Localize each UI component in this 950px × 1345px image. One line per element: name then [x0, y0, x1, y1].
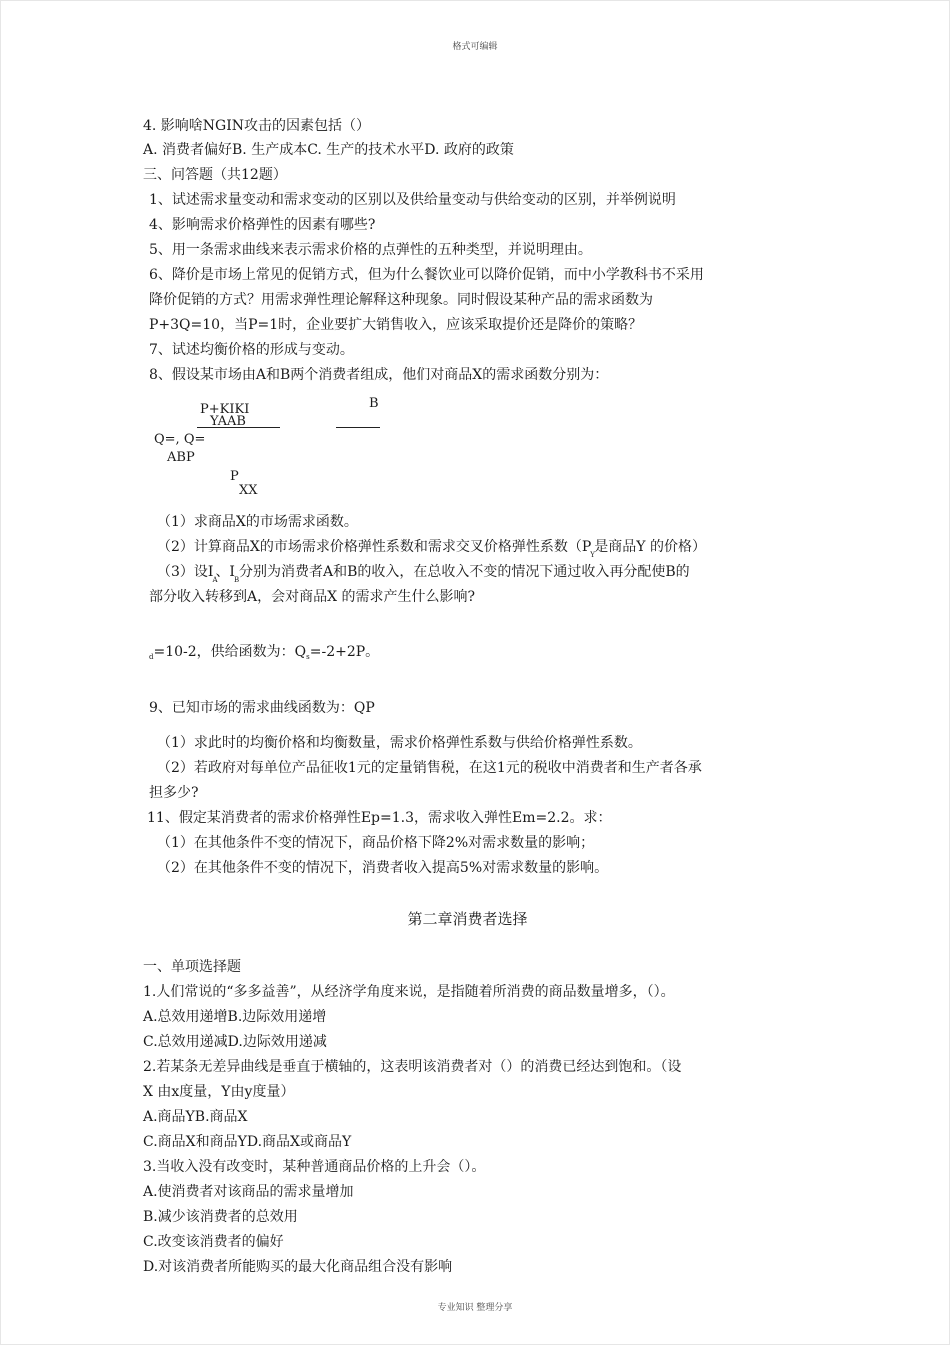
choice-3-option-d: D.对该消费者所能购买的最大化商品组合没有影响 [143, 1259, 453, 1275]
choice-3-option-a: A.使消费者对该商品的需求量增加 [143, 1184, 354, 1200]
qa-8: 8、假设某市场由A和B两个消费者组成，他们对商品X的需求函数分别为： [149, 367, 609, 383]
choice-1-options-ab: A.总效用递增B.边际效用递增 [143, 1009, 327, 1025]
qa-8-part-3-text-c: 分别为消费者A和B的收入，在总收入不变的情况下通过收入再分配使B的 [238, 564, 690, 580]
supply-sub-d: d [149, 653, 154, 661]
fraction-bar-b [336, 427, 380, 428]
formula-yaab: YAAB [210, 414, 246, 429]
page-footer: 专业知识 整理分享 [437, 1303, 513, 1313]
qa-8-part-3-text-a: （3）设I [157, 564, 214, 580]
qa-8-part-3-sub-b: B [233, 576, 240, 584]
section-3-heading: 三、问答题（共12题） [143, 167, 287, 183]
supply-text-a: =10-2，供给函数为：Q [153, 644, 307, 660]
choice-2: 2.若某条无差异曲线是垂直于横轴的，这表明该消费者对（）的消费已经达到饱和。（设 [143, 1059, 682, 1075]
choice-1: 1.人们常说的“多多益善”，从经济学角度来说，是指随着所消费的商品数量增多，（）。 [143, 984, 675, 1000]
chapter-2-title: 第二章消费者选择 [407, 910, 528, 928]
qa-11: 11、假定某消费者的需求价格弹性Ep=1.3，需求收入弹性Em=2.2。求： [147, 810, 612, 826]
section-1-heading: 一、单项选择题 [143, 959, 241, 975]
supply-text-b: =-2+2P。 [309, 644, 380, 660]
formula-b: B [369, 396, 379, 411]
choice-3-option-b: B.减少该消费者的总效用 [143, 1209, 298, 1225]
qa-8-part-3-text-b: 、I [215, 564, 235, 580]
qa-6-line-1: 6、降价是市场上常见的促销方式，但为什么餐饮业可以降价促销，而中小学教科书不采用 [149, 267, 704, 283]
choice-1-options-cd: C.总效用递减D.边际效用递减 [143, 1034, 327, 1050]
qa-7: 7、试述均衡价格的形成与变动。 [149, 342, 354, 358]
formula-p: P [230, 469, 239, 484]
qa-8-part-1: （1）求商品X的市场需求函数。 [157, 514, 358, 530]
qa-11-part-1: （1）在其他条件不变的情况下，商品价格下降2%对需求数量的影响； [157, 835, 595, 851]
qa-8-part-3-sub-a: A [212, 576, 218, 584]
qa-8-part-2-text-a: （2）计算商品X的市场需求价格弹性系数和需求交叉价格弹性系数（P [157, 539, 592, 555]
qa-4: 4、影响需求价格弹性的因素有哪些? [149, 217, 376, 233]
qa-9-part-1: （1）求此时的均衡价格和均衡数量，需求价格弹性系数与供给价格弹性系数。 [157, 735, 642, 751]
qa-9-part-2-line-2: 担多少? [149, 785, 199, 801]
qa-6-line-3: P+3Q=10，当P=1时，企业要扩大销售收入，应该采取提价还是降价的策略？ [149, 317, 643, 333]
qa-9: 9、已知市场的需求曲线函数为：QP [149, 700, 375, 716]
choice-2-line-2: X 由x度量，Y由y度量） [143, 1084, 295, 1100]
qa-8-part-3-line-2: 部分收入转移到A，会对商品X 的需求产生什么影响? [149, 589, 476, 605]
qa-11-part-2: （2）在其他条件不变的情况下，消费者收入提高5%对需求数量的影响。 [157, 860, 609, 876]
question-4: 4. 影响啥NGIN攻击的因素包括（） [143, 118, 371, 134]
supply-sub-s: s [306, 653, 310, 661]
qa-9-part-2-line-1: （2）若政府对每单位产品征收1元的定量销售税，在这1元的税收中消费者和生产者各承 [157, 760, 702, 776]
qa-8-part-2-text-b: 是商品Y 的价格） [594, 539, 706, 555]
formula-q: Q=, Q= [154, 432, 206, 447]
fraction-bar-a [197, 427, 280, 428]
formula-xx: XX [239, 483, 258, 498]
choice-2-options-ab: A.商品YB.商品X [143, 1109, 248, 1125]
choice-2-options-cd: C.商品X和商品YD.商品X或商品Y [143, 1134, 352, 1150]
qa-1: 1、试述需求量变动和需求变动的区别以及供给量变动与供给变动的区别，并举例说明 [149, 192, 676, 208]
qa-5: 5、用一条需求曲线来表示需求价格的点弹性的五种类型，并说明理由。 [149, 242, 592, 258]
qa-6-line-2: 降价促销的方式？用需求弹性理论解释这种现象。同时假设某种产品的需求函数为 [149, 292, 653, 308]
question-4-options: A. 消费者偏好B. 生产成本C. 生产的技术水平D. 政府的政策 [143, 142, 514, 158]
choice-3: 3.当收入没有改变时，某种普通商品价格的上升会（）。 [143, 1159, 486, 1175]
qa-8-part-2-sub-y: Y [590, 551, 595, 559]
page-header: 格式可编辑 [452, 42, 498, 52]
choice-3-option-c: C.改变该消费者的偏好 [143, 1234, 284, 1250]
qa-8-part-3 [157, 563, 690, 584]
qa-8-part-2 [157, 538, 706, 559]
formula-abp: ABP [167, 450, 195, 465]
formula-numerator: P+KIKI [200, 402, 250, 417]
supply-function-line [149, 643, 379, 661]
